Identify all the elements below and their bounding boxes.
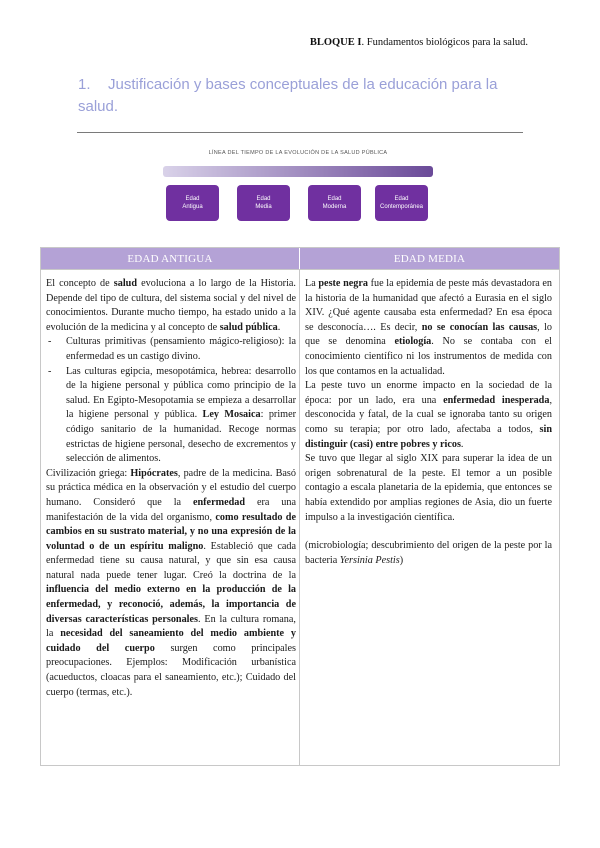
emphasis-text: no se conocían las causas	[421, 321, 538, 333]
timeline-title: LÍNEA DEL TIEMPO DE LA EVOLUCIÓN DE LA SALUD PÚBLICA	[208, 150, 388, 156]
section-number: 1.	[78, 76, 91, 93]
table-header-rule	[41, 269, 559, 270]
timeline-box-line2: Antigua	[182, 204, 203, 210]
text-run: . En la cultura romana, la	[46, 613, 296, 640]
emphasis-text: necesidad del saneamiento del medio ambiente y cuidado del cuerpo	[46, 628, 296, 654]
section-title	[78, 74, 530, 118]
timeline-box-moderna	[308, 185, 361, 221]
timeline-box-line1: Edad	[394, 196, 409, 202]
timeline-box-media	[237, 185, 290, 221]
media-peste-paragraph	[305, 277, 552, 379]
text-run: : primer código sanitario de la humanidad. Recoge normas estrictas de higiene personal, desecho de excrementos y selección de alimentos.	[66, 409, 296, 465]
comparison-table	[40, 247, 560, 766]
timeline-box-line1: Edad	[185, 196, 200, 202]
text-run: (microbiología; descubrimiento del origen de la peste por la bacteria	[305, 540, 552, 566]
list-item	[46, 365, 296, 467]
text-run: )	[399, 554, 404, 566]
text-run: . No se contaba con el conocimiento científico ni los instrumentos de medida con los que contamos en la actualidad.	[305, 336, 552, 377]
text-run: . Estableció que cada enfermedad tiene su causa natural, y que sin esa causa natural nada puede tener lugar. Creó la doctrina de la	[46, 540, 296, 581]
emphasis-text: salud	[113, 278, 137, 289]
text-run: fue la epidemia de peste más devastadora en la historia de la humanidad que afectó a Eurasia en el siglo XIV. ¿Qué agente causaba esta enfermedad? En esa época se desconocía…. Es decir,	[305, 278, 553, 333]
italic-text: Yersinia Pestis	[339, 554, 400, 566]
emphasis-text: como resultado de cambios en su sustrato material, y no una expresión de la voluntad o de un espíritu maligno	[46, 511, 296, 552]
text-run: .	[460, 438, 464, 450]
text-run: , desconocida y fatal, de la cual se ignoraba tanto su origen como su terapia; por otro lado, afectaba a todos,	[305, 394, 552, 435]
text-run: La	[305, 278, 319, 289]
emphasis-text: enfermedad	[192, 496, 246, 508]
emphasis-text: peste negra	[318, 278, 368, 289]
timeline-box-contemporanea	[375, 185, 428, 221]
emphasis-text: enfermedad inesperada	[443, 394, 550, 406]
table-header-edad-antigua: EDAD ANTIGUA	[41, 248, 300, 269]
media-microbiology-note	[305, 539, 552, 568]
emphasis-text: sin distinguir (casi) entre pobres y ricos	[305, 423, 552, 450]
text-run: Se tuvo que llegar al siglo XIX para superar la idea de un origen sobrenatural de la peste. El temor a un posible contagio a escala planetaria de la epidemia, que entonces se había extendido por amplias regiones de Asia, dio un fuerte impulso a la investigación científica.	[305, 453, 552, 523]
timeline-graphic	[163, 148, 433, 228]
section-divider	[77, 132, 523, 133]
media-impact-paragraph	[305, 379, 552, 452]
timeline-box-line2: Media	[255, 204, 272, 210]
header-block-label: BLOQUE I	[309, 37, 362, 48]
timeline-box-line1: Edad	[256, 196, 271, 202]
text-run: surgen como principales preocupaciones. Ejemplos: Modificación urbanística (acueductos, cloacas para el saneamiento, etc.); Cuidado del cuerpo (termas, etc.).	[46, 642, 297, 698]
text-run: , lo que se denomina	[305, 321, 552, 348]
header-block-title: . Fundamentos biológicos para la salud.	[361, 37, 528, 48]
table-column-divider	[299, 269, 300, 765]
text-run: evoluciona a lo largo de la Historia. Depende del tipo de cultura, del sistema social y del nivel de conocimientos. Durante mucho tiempo, ha estado unido a la evolución de la medicina y al concepto de	[46, 278, 296, 333]
text-run: El concepto de	[46, 278, 114, 289]
timeline-box-line2: Moderna	[322, 204, 347, 210]
timeline-bar	[163, 166, 433, 177]
page-header	[310, 37, 528, 48]
edad-media-cell	[305, 277, 552, 568]
edad-antigua-cell	[46, 277, 296, 700]
emphasis-text: Ley Mosaica	[202, 409, 261, 421]
emphasis-text: Hipócrates	[130, 467, 178, 479]
text-run: Las culturas egipcia, mesopotámica, hebrea: desarrollo de la higiene personal y pública como principio de la salud. En Egipto-Mesopotamia se empieza a desarrollar la higiene personal y pública.	[66, 365, 296, 421]
table-header-edad-media: EDAD MEDIA	[300, 248, 559, 269]
text-run: , padre de la medicina. Basó su práctica médica en la observación y el estudio del cuerpo humano. Consideró que la	[46, 467, 296, 508]
emphasis-text: influencia del medio externo en la producción de la enfermedad, y reconoció, además, la importancia de diversas características personales	[46, 584, 296, 625]
timeline-box-antigua	[166, 185, 219, 221]
text-run: era una manifestación de la vida del organismo,	[46, 496, 296, 523]
text-run: Culturas primitivas (pensamiento mágico-religioso): la enfermedad es un castigo divino.	[66, 336, 296, 362]
section-title-text: Justificación y bases conceptuales de la educación para la salud.	[78, 76, 498, 115]
antigua-intro-paragraph	[46, 277, 296, 335]
media-xix-paragraph	[305, 452, 552, 525]
text-run: .	[277, 321, 281, 333]
emphasis-text: salud pública	[219, 321, 278, 333]
text-run: La peste tuvo un enorme impacto en la sociedad de la época: por un lado, era una	[305, 380, 552, 406]
list-item	[46, 335, 296, 364]
antigua-greek-roman-paragraph	[46, 467, 296, 701]
timeline-box-line2: Contemporánea	[379, 204, 424, 210]
emphasis-text: etiología	[394, 336, 432, 348]
text-run: Civilización griega:	[46, 467, 131, 479]
timeline-box-line1: Edad	[327, 196, 342, 202]
antigua-cultures-list	[46, 335, 296, 466]
